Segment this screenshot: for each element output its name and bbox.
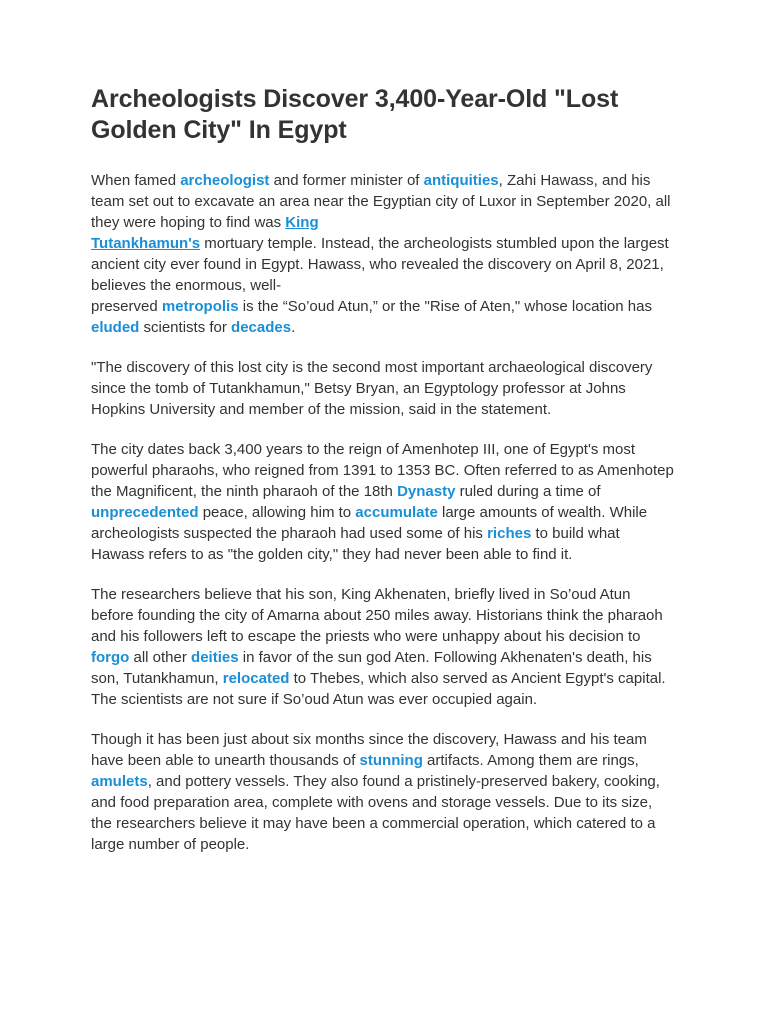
article-body <box>91 170 676 855</box>
text-run: When famed <box>91 172 181 189</box>
text-run: , Zahi Hawass, and his team set out to excavate an area near the Egyptian city of Luxor in September 2020, all they were hoping to find was <box>91 172 671 231</box>
text-run: large amounts of wealth. While archeologists suspected the pharaoh had used some of his <box>91 504 648 542</box>
paragraph-4 <box>91 584 676 710</box>
paragraph-5 <box>91 729 676 855</box>
keyword-link[interactable]: Tutankhamun's <box>91 235 201 252</box>
text-run: all other <box>129 649 192 666</box>
keyword-link[interactable]: Dynasty <box>397 483 456 500</box>
keyword-link[interactable]: antiquities <box>423 172 499 189</box>
text-run: scientists for <box>139 319 232 336</box>
text-run: to build what Hawass refers to as "the golden city," they had never been able to find it. <box>91 525 620 563</box>
keyword-link[interactable]: decades <box>231 319 292 336</box>
text-run: The researchers believe that his son, King Akhenaten, briefly lived in So’oud Atun before founding the city of Amarna about 250 miles away. Historians think the pharaoh and his followers left to escape the priests who were unhappy about his decision to <box>91 586 663 645</box>
keyword-link[interactable]: archeologist <box>180 172 270 189</box>
keyword-link[interactable]: unprecedented <box>91 504 199 521</box>
text-run: and former minister of <box>269 172 424 189</box>
keyword-link[interactable]: metropolis <box>161 298 239 315</box>
keyword-link[interactable]: relocated <box>222 670 290 687</box>
keyword-link[interactable]: forgo <box>91 649 130 666</box>
text-run: artifacts. Among them are rings, <box>422 752 639 769</box>
keyword-link[interactable]: riches <box>487 525 532 542</box>
keyword-link[interactable]: stunning <box>359 752 423 769</box>
keyword-link[interactable]: eluded <box>91 319 140 336</box>
paragraph-2 <box>91 357 676 420</box>
text-run: in favor of the sun god Aten. Following Akhenaten's death, his son, Tutankhamun, <box>91 649 652 687</box>
text-run: , and pottery vessels. They also found a pristinely-preserved bakery, cooking, and food preparation area, complete with ovens and storage vessels. Due to its size, the researchers believe it may have been a commercial operation, which catered to a large number of people. <box>91 773 660 853</box>
article-title: Archeologists Discover 3,400-Year-Old "Lost Golden City" In Egypt <box>91 85 619 144</box>
text-run: to Thebes, which also served as Ancient Egypt's capital. The scientists are not sure if So’oud Atun was ever occupied again. <box>91 670 666 708</box>
keyword-link[interactable]: accumulate <box>355 504 438 521</box>
text-run: The city dates back 3,400 years to the reign of Amenhotep III, one of Egypt's most powerful pharaohs, who reigned from 1391 to 1353 BC. Often referred to as Amenhotep the Magnificent, the ninth pharaoh of the 18th <box>91 441 674 500</box>
keyword-link[interactable]: amulets <box>91 773 148 790</box>
text-run: is the “So’oud Atun,” or the "Rise of Aten," whose location has <box>238 298 652 315</box>
text-run: peace, allowing him to <box>198 504 356 521</box>
text-run: Though it has been just about six months since the discovery, Hawass and his team have been able to unearth thousands of <box>91 731 647 769</box>
text-run: . <box>291 319 296 336</box>
paragraph-3 <box>91 439 676 565</box>
text-run: mortuary temple. Instead, the archeologists stumbled upon the largest ancient city ever found in Egypt. Hawass, who revealed the discovery on April 8, 2021, believes the enormous, well- <box>91 235 669 294</box>
keyword-link[interactable]: King <box>285 214 319 231</box>
text-run: "The discovery of this lost city is the second most important archaeological discovery since the tomb of Tutankhamun," Betsy Bryan, an Egyptology professor at Johns Hopkins University and member of the mission, said in the statement. <box>91 359 653 418</box>
keyword-link[interactable]: deities <box>191 649 239 666</box>
text-run: preserved <box>91 298 162 315</box>
text-run: ruled during a time of <box>455 483 601 500</box>
paragraph-1 <box>91 170 676 338</box>
